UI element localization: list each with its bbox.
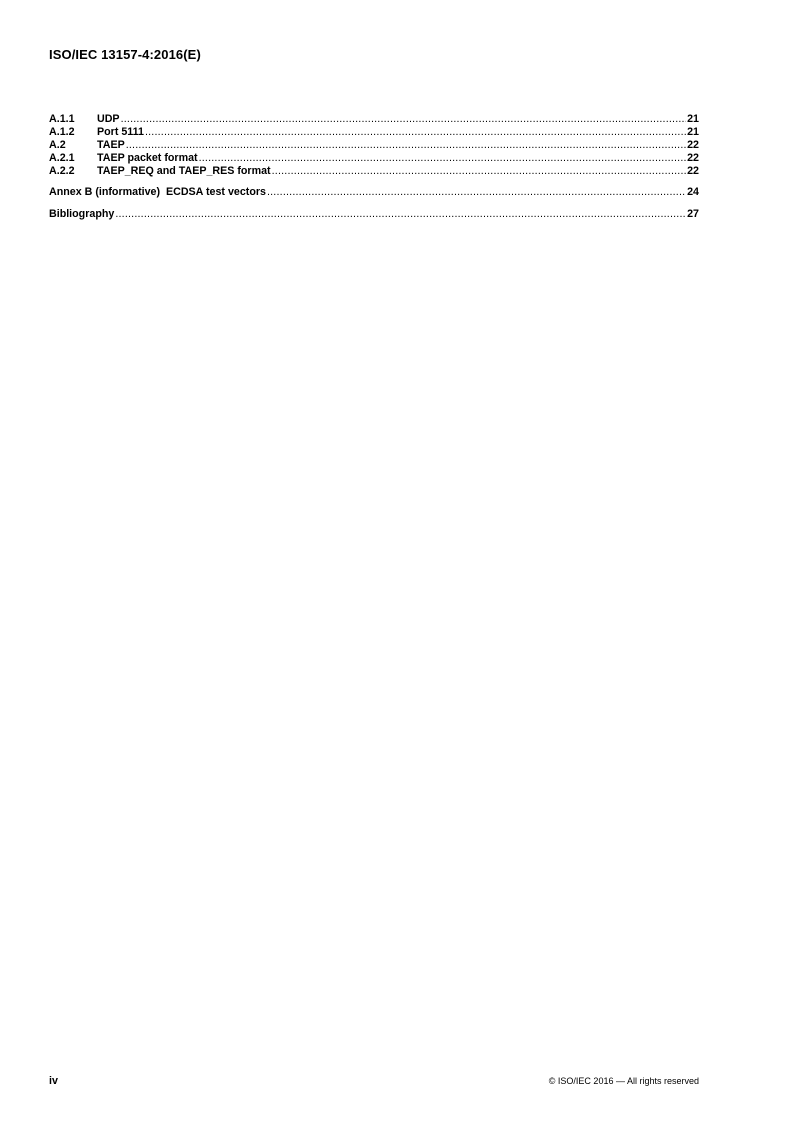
toc-leader-dots [267, 186, 686, 199]
table-of-contents [49, 113, 699, 221]
toc-entry-number: A.2.1 [49, 152, 75, 164]
toc-entry-annex-b[interactable] [49, 186, 699, 199]
toc-entry-a-2-2[interactable] [49, 165, 699, 178]
toc-leader-dots [121, 113, 687, 126]
toc-leader-dots [145, 126, 686, 139]
document-identifier: ISO/IEC 13157-4:2016(E) [49, 47, 201, 62]
toc-entry-page: 22 [687, 152, 699, 164]
toc-entry-title: TAEP [97, 139, 125, 151]
toc-leader-dots [272, 165, 687, 178]
toc-entry-page: 24 [687, 186, 699, 198]
toc-entry-page: 22 [687, 139, 699, 151]
toc-entry-title: Annex B (informative) ECDSA test vectors [49, 186, 266, 198]
toc-entry-title: UDP [97, 113, 120, 125]
toc-entry-title: Bibliography [49, 208, 115, 220]
footer-page-number: iv [49, 1075, 58, 1087]
toc-entry-title: TAEP_REQ and TAEP_RES format [97, 165, 271, 177]
toc-entry-number: A.2 [49, 139, 66, 151]
toc-leader-dots [199, 152, 687, 165]
toc-entry-a-2[interactable] [49, 139, 699, 152]
toc-entry-number: A.1.1 [49, 113, 75, 125]
toc-entry-a-1-2[interactable] [49, 126, 699, 139]
toc-leader-dots [115, 208, 686, 221]
toc-entry-page: 21 [687, 113, 699, 125]
toc-entry-number: A.2.2 [49, 165, 75, 177]
toc-entry-a-2-1[interactable] [49, 152, 699, 165]
footer-copyright: © ISO/IEC 2016 — All rights reserved [548, 1076, 699, 1086]
page-footer [49, 1075, 699, 1087]
toc-entry-page: 22 [687, 165, 699, 177]
toc-entry-a-1-1[interactable] [49, 113, 699, 126]
toc-entry-title: TAEP packet format [97, 152, 198, 164]
toc-entry-bibliography[interactable] [49, 208, 699, 221]
toc-entry-page: 27 [687, 208, 699, 220]
toc-entry-title: Port 5111 [97, 126, 144, 138]
toc-entry-page: 21 [687, 126, 699, 138]
toc-leader-dots [126, 139, 686, 152]
toc-entry-number: A.1.2 [49, 126, 75, 138]
